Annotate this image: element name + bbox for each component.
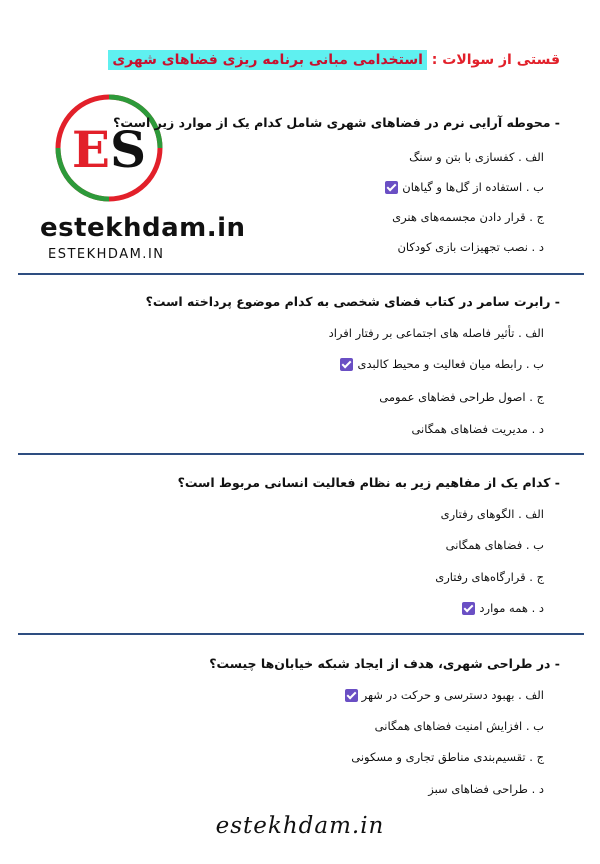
option-label: الف . کفسازی با بتن و سنگ bbox=[409, 150, 544, 164]
option-label: ب . افزایش امنیت فضاهای همگانی bbox=[374, 719, 544, 733]
checkmark-icon bbox=[462, 602, 475, 615]
section-divider bbox=[18, 633, 584, 635]
question-4-option-d bbox=[428, 782, 544, 796]
title-topic-highlight: استخدامی مبانی برنامه ریزی فضاهای شهری bbox=[108, 50, 427, 70]
option-label: د . همه موارد bbox=[479, 601, 544, 615]
question-4-option-c bbox=[351, 750, 544, 764]
logo-url: estekhdam.in bbox=[40, 213, 246, 243]
question-2-option-d bbox=[411, 422, 544, 436]
option-label: الف . بهبود دسترسی و حرکت در شهر bbox=[361, 688, 544, 702]
option-label: ج . تقسیم‌بندی مناطق تجاری و مسکونی bbox=[351, 750, 544, 764]
title-prefix: قستی از سوالات : bbox=[431, 52, 560, 68]
question-3-option-d bbox=[462, 601, 544, 615]
checkmark-icon bbox=[345, 689, 358, 702]
option-label: ج . اصول طراحی فضاهای عمومی bbox=[379, 390, 544, 404]
question-4-option-b bbox=[375, 719, 544, 733]
question-3-option-a bbox=[441, 507, 544, 521]
question-2-option-b bbox=[340, 357, 544, 371]
question-2-option-a bbox=[329, 326, 544, 340]
checkmark-icon bbox=[340, 358, 353, 371]
question-3-option-b bbox=[446, 538, 544, 552]
option-label: ب . رابطه میان فعالیت و محیط کالبدی bbox=[357, 357, 544, 371]
option-label: ج . قرار دادن مجسمه‌های هنری bbox=[392, 210, 544, 224]
page-title bbox=[108, 52, 560, 68]
footer-watermark: estekhdam.in bbox=[215, 813, 385, 839]
option-label: ج . قرارگاه‌های رفتاری bbox=[435, 570, 544, 584]
option-label: د . نصب تجهیزات بازی کودکان bbox=[397, 240, 544, 254]
logo-monogram: ES bbox=[71, 120, 147, 179]
logo-url-caps: ESTEKHDAM.IN bbox=[48, 247, 165, 262]
logo-ring-icon bbox=[54, 93, 164, 203]
option-label: ب . استفاده از گل‌ها و گیاهان bbox=[402, 180, 544, 194]
section-divider bbox=[18, 453, 584, 455]
question-3: - کدام یک از مفاهیم زیر به نظام فعالیت انسانی مربوط است؟ bbox=[177, 475, 560, 490]
question-1-option-c bbox=[392, 210, 544, 224]
option-label: ب . فضاهای همگانی bbox=[445, 538, 544, 552]
question-1-option-b bbox=[385, 180, 544, 194]
option-label: د . طراحی فضاهای سبز bbox=[428, 782, 544, 796]
option-label: الف . تأثیر فاصله های اجتماعی بر رفتار افراد bbox=[328, 326, 544, 340]
question-4: - در طراحی شهری، هدف از ایجاد شبکه خیابان‌ها چیست؟ bbox=[209, 656, 560, 671]
question-1-option-a bbox=[409, 150, 544, 164]
checkmark-icon bbox=[385, 181, 398, 194]
section-divider bbox=[18, 273, 584, 275]
question-2-option-c bbox=[379, 390, 544, 404]
question-2: - رابرت سامر در کتاب فضای شخصی به کدام موضوع پرداخته است؟ bbox=[145, 294, 560, 309]
option-label: الف . الگوهای رفتاری bbox=[440, 507, 544, 521]
question-4-option-a bbox=[345, 688, 544, 702]
question-3-option-c bbox=[435, 570, 544, 584]
question-1: - محوطه آرایی نرم در فضاهای شهری شامل کدام یک از موارد زیر است؟ bbox=[113, 115, 560, 130]
question-1-option-d bbox=[397, 240, 544, 254]
option-label: د . مدیریت فضاهای همگانی bbox=[411, 422, 544, 436]
